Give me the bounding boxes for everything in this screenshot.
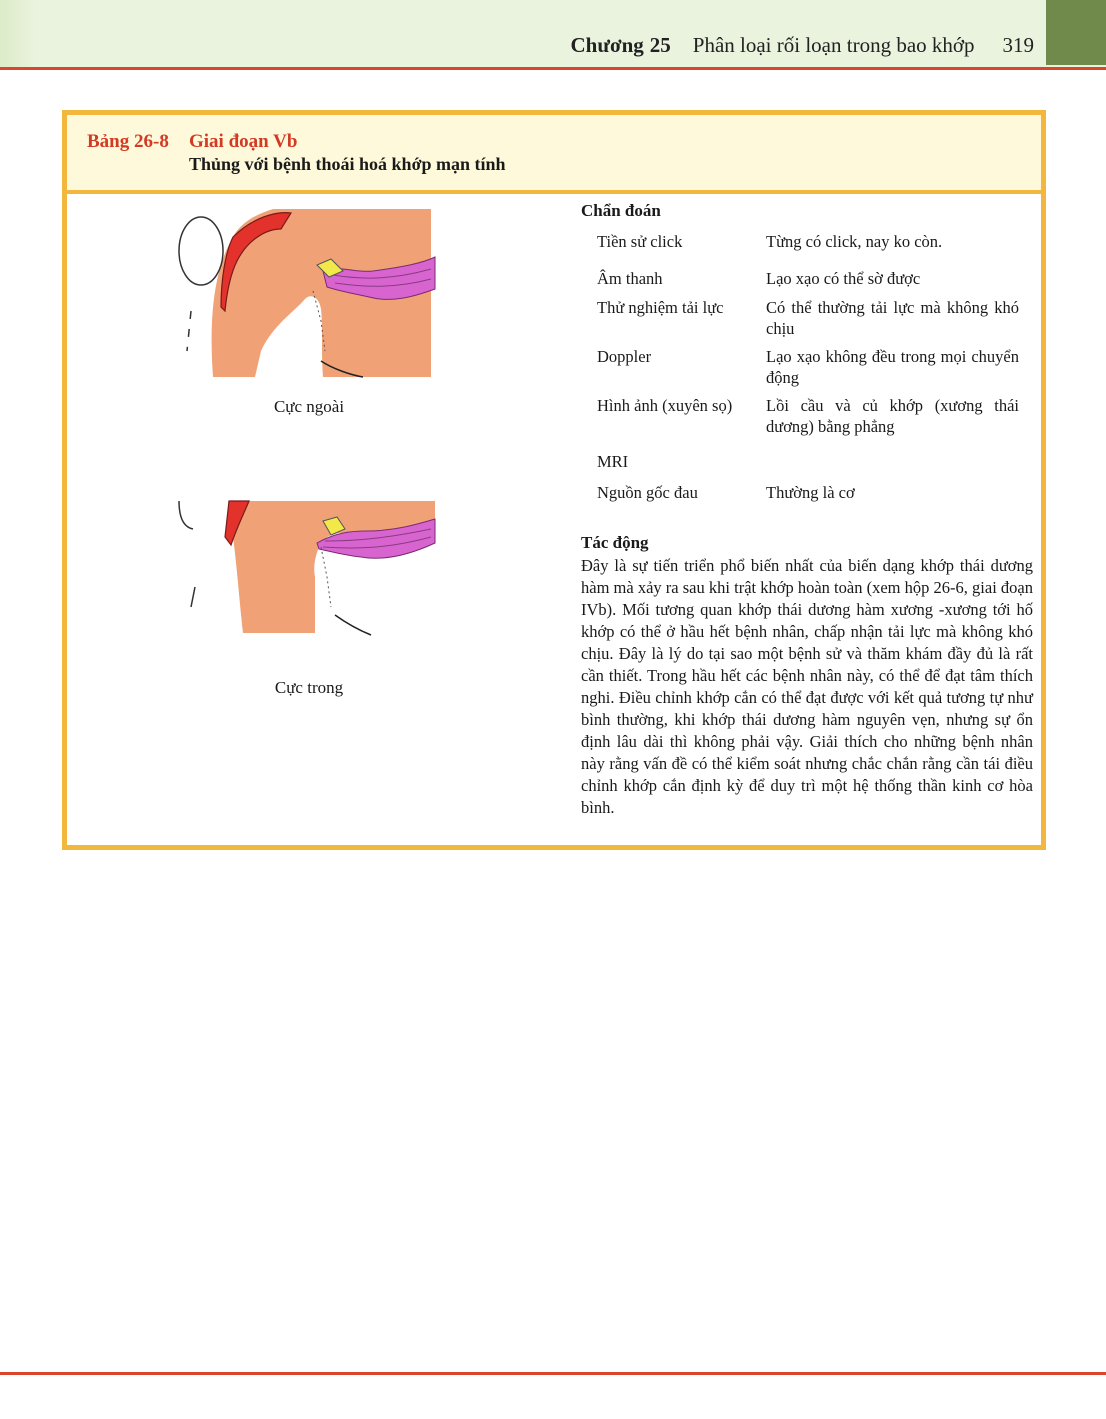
diagnosis-label: Thử nghiệm tải lực bbox=[597, 298, 724, 317]
table-header bbox=[67, 115, 1041, 194]
diagnosis-value: Lạo xạo có thể sờ được bbox=[766, 269, 921, 288]
table-number: Bảng 26-8 bbox=[87, 131, 169, 152]
diagnosis-value: Lạo xạo không đều trong mọi chuyển động bbox=[766, 347, 1019, 387]
diagnosis-label: Hình ảnh (xuyên sọ) bbox=[597, 396, 733, 415]
figure-caption-lateral: Cực ngoài bbox=[273, 397, 345, 416]
chapter-number: 25 bbox=[649, 33, 671, 57]
footer-rule bbox=[0, 1372, 1106, 1375]
page-header bbox=[0, 0, 1106, 67]
diagnosis-value: Có thể thường tải lực mà không khó chịu bbox=[766, 298, 1019, 338]
diagnosis-label: Nguồn gốc đau bbox=[597, 483, 698, 502]
diagnosis-label: Tiền sử click bbox=[597, 232, 683, 251]
diagnosis-label: Doppler bbox=[597, 347, 652, 366]
diagnosis-value: Lồi cầu và củ khớp (xương thái dương) bằng phẳng bbox=[766, 396, 1019, 436]
impact-paragraph: Đây là sự tiến triển phổ biến nhất của biến dạng khớp thái dương hàm mà xảy ra sau khi trật khớp hoàn toàn (xem hộp 26-6, giai đoạn IVb). Mối tương quan khớp thái dương hàm xương -xương tới hố khớp có thể ở hầu hết bệnh nhân, chấp nhận tải lực mà không khó chịu. Đây là lý do tại sao một bệnh sử và thăm khám đầy đủ là rất cần thiết. Trong hầu hết các bệnh nhân này, có thể để đạt tâm thích nghi. Điều chỉnh khớp cắn có thể đạt được với kết quả tương tự như bình thường, khi khớp thái dương hàm nguyên vẹn, nhưng sự ổn định lâu dài thì không phải vậy. Giải thích cho những bệnh nhân này rằng vấn đề có thể kiểm soát nhưng chắc chắn rằng cần tái điều chỉnh khớp cắn định kỳ để duy trì một hệ thống thần kinh cơ hòa bình. bbox=[581, 556, 1033, 817]
chapter-title: Phân loại rối loạn trong bao khớp bbox=[692, 33, 975, 57]
stage-title: Giai đoạn Vb bbox=[189, 131, 298, 152]
chapter-label: Chương bbox=[570, 33, 644, 57]
header-corner-block bbox=[1046, 0, 1106, 65]
diagnosis-label: MRI bbox=[597, 452, 629, 471]
stage-subtitle: Thủng với bệnh thoái hoá khớp mạn tính bbox=[189, 154, 506, 174]
tmj-illustration-lateral bbox=[173, 201, 437, 381]
diagnosis-heading: Chẩn đoán bbox=[581, 201, 661, 220]
diagnosis-value: Từng có click, nay ko còn. bbox=[766, 232, 943, 251]
page-number: 319 bbox=[1002, 33, 1034, 57]
diagnosis-value: Thường là cơ bbox=[766, 483, 855, 502]
figure-caption-medial: Cực trong bbox=[274, 678, 344, 697]
header-rule bbox=[0, 67, 1106, 70]
table-box bbox=[62, 110, 1046, 850]
diagnosis-label: Âm thanh bbox=[597, 269, 663, 288]
header-decoration bbox=[0, 0, 34, 67]
running-header bbox=[571, 33, 1035, 58]
impact-heading: Tác động bbox=[581, 533, 649, 552]
tmj-illustration-medial bbox=[173, 497, 437, 677]
